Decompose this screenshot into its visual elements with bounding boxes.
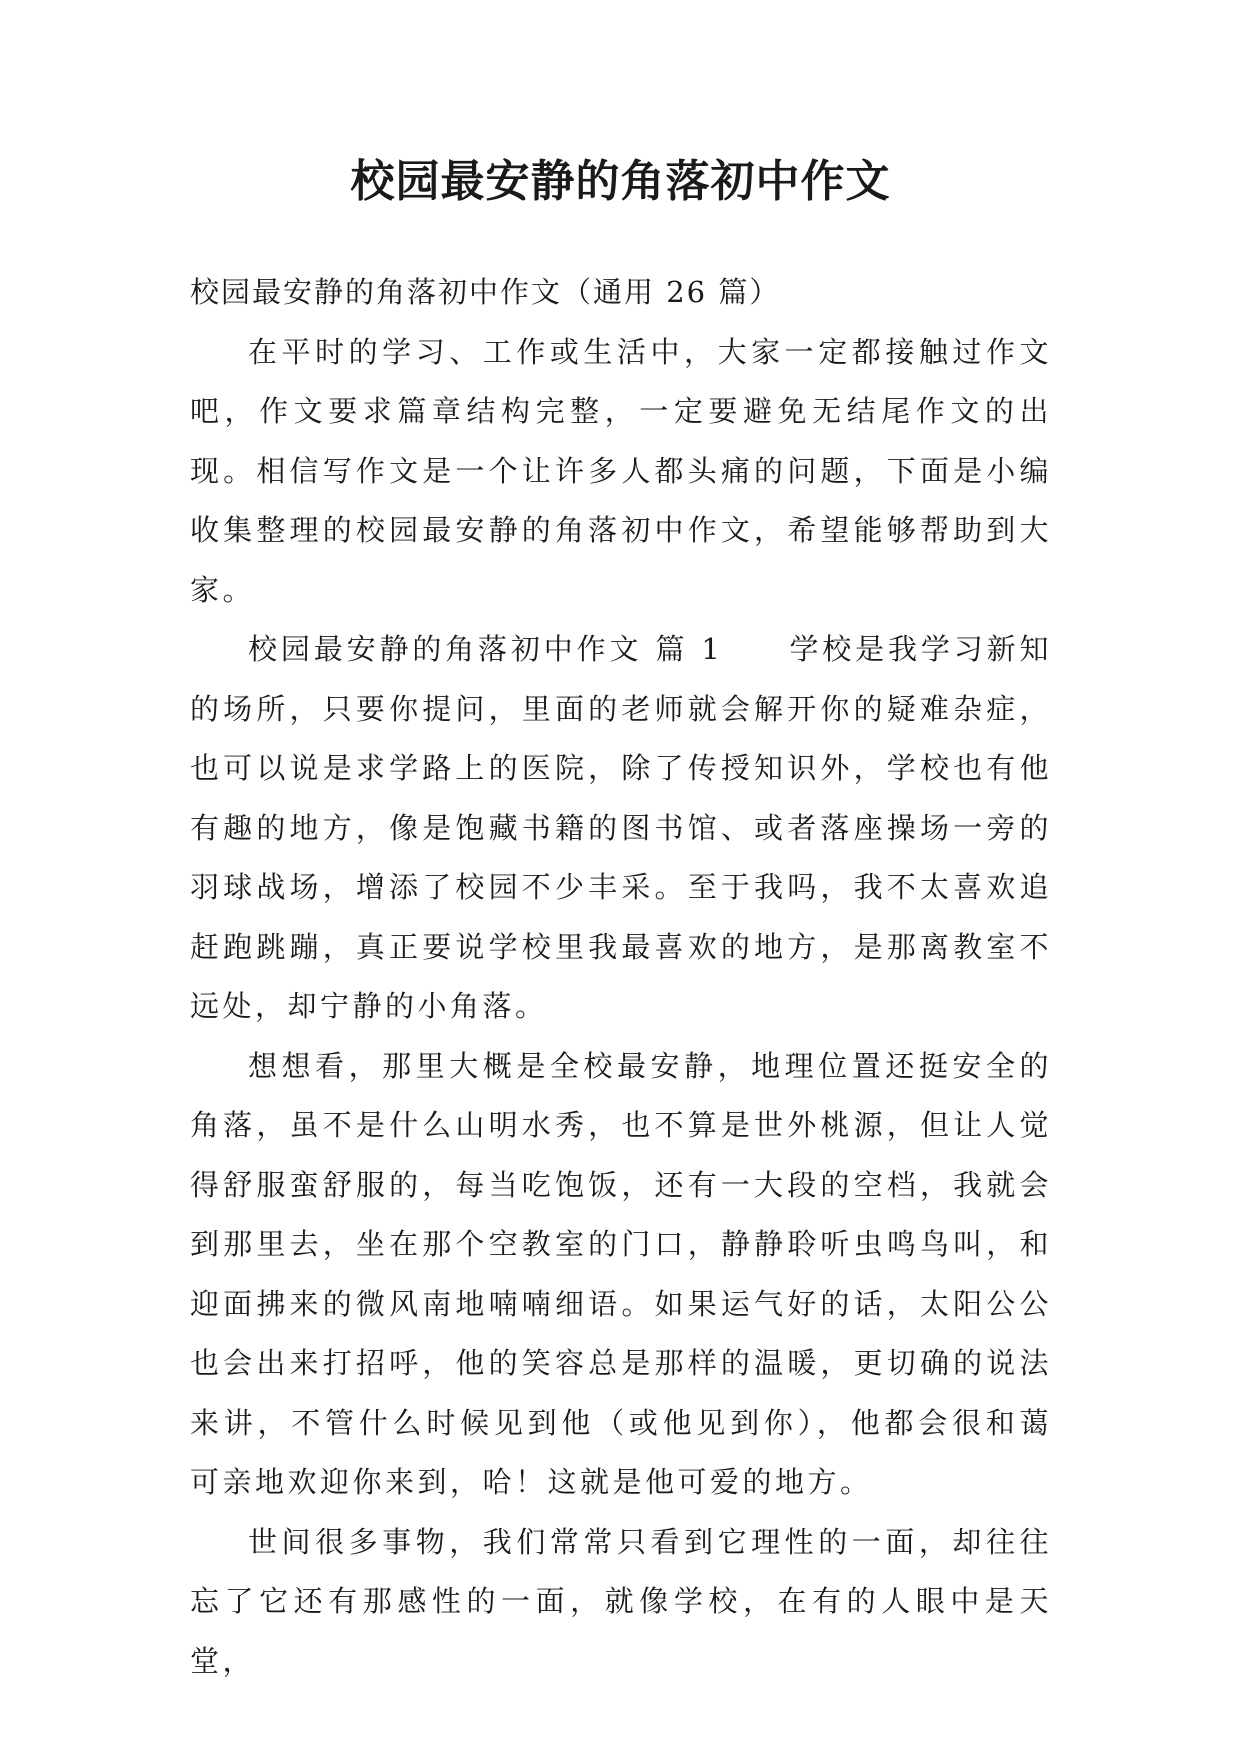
document-body [190, 263, 1052, 1691]
paragraph-rational-emotional: 世间很多事物，我们常常只看到它理性的一面，却往往忘了它还有那感性的一面，就像学校，在有的人眼中是天堂， [190, 1524, 1052, 1678]
document-subtitle: 校园最安静的角落初中作文（通用 26 篇） [190, 275, 781, 309]
paragraph-quiet-corner: 想想看，那里大概是全校最安静，地理位置还挺安全的角落，虽不是什么山明水秀，也不算是世外桃源，但让人觉得舒服蛮舒服的，每当吃饱饭，还有一大段的空档，我就会到那里去，坐在那个空教室的门口，静静聆听虫鸣鸟叫，和迎面拂来的微风南地喃喃细语。如果运气好的话，太阳公公也会出来打招呼，他的笑容总是那样的温暖，更切确的说法来讲，不管什么时候见到他（或他见到你），他都会很和蔼可亲地欢迎你来到，哈！这就是他可爱的地方。 [190, 1048, 1052, 1499]
paragraph-essay-1-start: 校园最安静的角落初中作文 篇 1 学校是我学习新知的场所，只要你提问，里面的老师就会解开你的疑难杂症，也可以说是求学路上的医院，除了传授知识外，学校也有他有趣的地方，像是饱藏书籍的图书馆、或者落座操场一旁的羽球战场，增添了校园不少丰采。至于我吗，我不太喜欢追赶跑跳蹦，真正要说学校里我最喜欢的地方，是那离教室不远处，却宁静的小角落。 [190, 632, 1052, 1023]
document-title: 校园最安静的角落初中作文 [350, 156, 891, 207]
paragraph-intro: 在平时的学习、工作或生活中，大家一定都接触过作文吧，作文要求篇章结构完整，一定要避免无结尾作文的出现。相信写作文是一个让许多人都头痛的问题，下面是小编收集整理的校园最安静的角落初中作文，希望能够帮助到大家。 [190, 334, 1052, 607]
